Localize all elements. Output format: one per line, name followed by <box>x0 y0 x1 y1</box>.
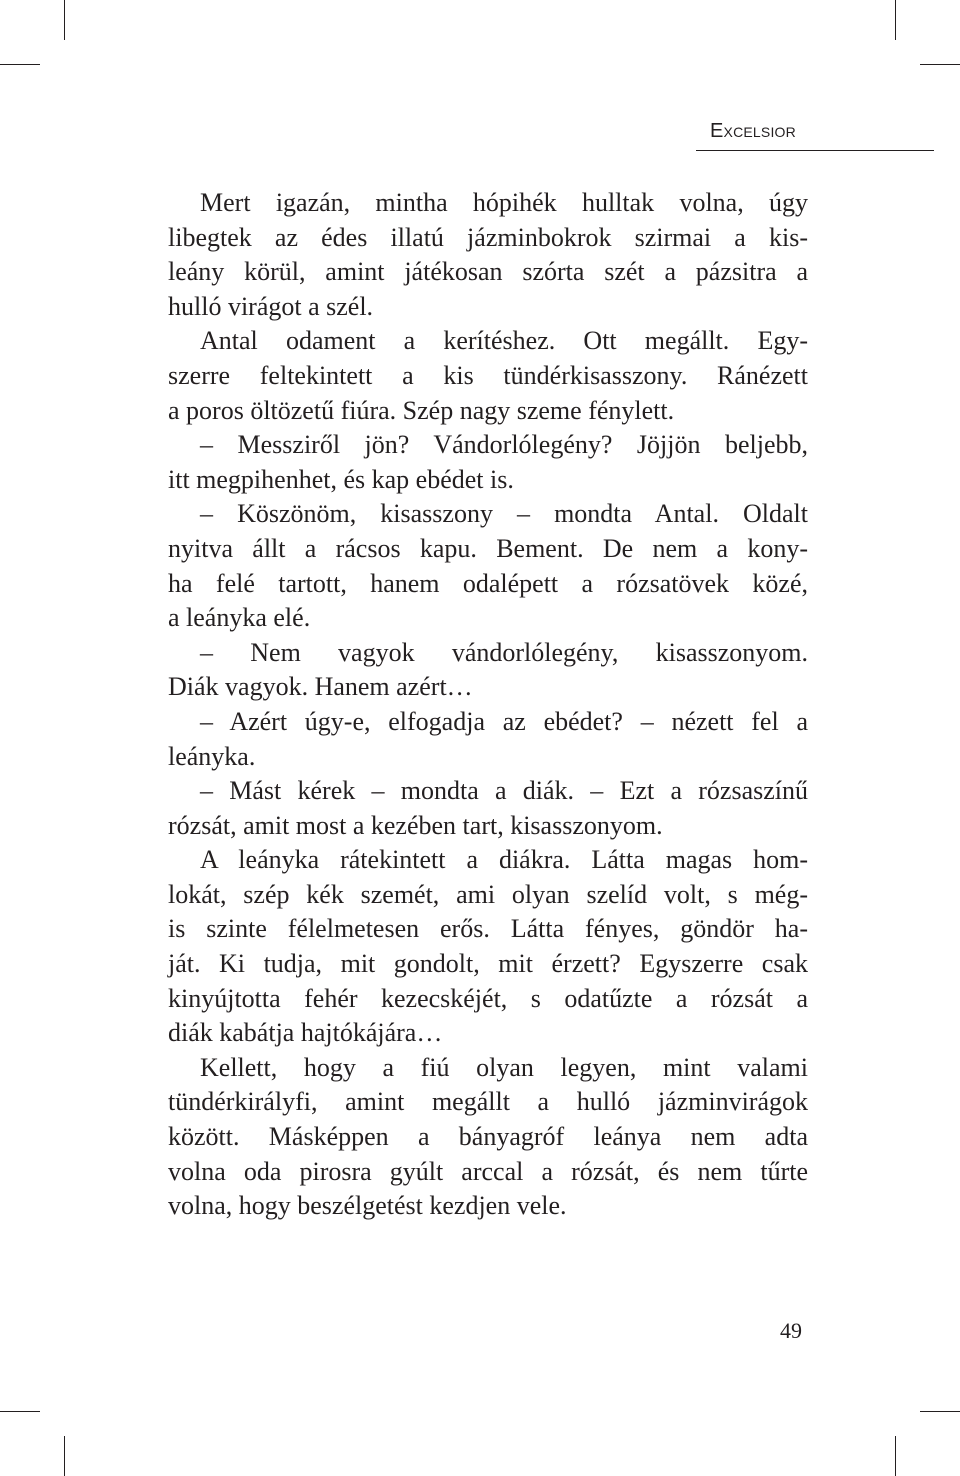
crop-mark-bottom-right <box>895 1436 896 1476</box>
text-line: A leányka rátekintett a diákra. Látta magas hom- <box>200 845 808 875</box>
text-line: Diák vagyok. Hanem azért… <box>168 672 473 702</box>
text-line: tündérkirályfi, amint megállt a hulló jázminvirágok <box>168 1087 808 1117</box>
crop-mark-top-left <box>64 0 65 40</box>
text-line: is szinte félelmetesen erős. Látta fényes, göndör ha- <box>168 914 808 944</box>
text-line: volna oda pirosra gyúlt arccal a rózsát, és nem tűrte <box>168 1156 808 1186</box>
text-line: hulló virágot a szél. <box>168 291 374 321</box>
text-line: volna, hogy beszélgetést kezdjen vele. <box>168 1191 567 1221</box>
running-head <box>696 120 934 151</box>
text-line: ját. Ki tudja, mit gondolt, mit érzett? Egyszerre csak <box>168 949 808 979</box>
text-line: rózsát, amit most a kezében tart, kisasszonyom. <box>168 810 663 840</box>
crop-mark-top-left <box>0 64 40 65</box>
text-line: között. Másképpen a bányagróf leánya nem adta <box>168 1122 808 1152</box>
text-line: Mert igazán, mintha hópihék hulltak volna, úgy <box>200 188 808 217</box>
crop-mark-top-right <box>920 64 960 65</box>
text-line: szerre feltekintett a kis tündérkisasszony. Ránézett <box>168 360 808 390</box>
text-line: leányka. <box>168 741 256 771</box>
text-line: nyitva állt a rácsos kapu. Bement. De nem a kony- <box>168 533 808 563</box>
page-number: 49 <box>780 1318 802 1343</box>
text-line: Kellett, hogy a fiú olyan legyen, mint valami <box>200 1052 808 1082</box>
text-line: libegtek az édes illatú jázminbokrok szirmai a kis- <box>168 222 808 252</box>
text-line: – Mást kérek – mondta a diák. – Ezt a rózsaszínű <box>200 776 808 806</box>
body-text <box>168 186 808 1224</box>
text-line: Antal odament a kerítéshez. Ott megállt. Egy- <box>200 326 808 356</box>
crop-mark-bottom-right <box>920 1411 960 1412</box>
text-line: lokát, szép kék szemét, ami olyan szelíd volt, s még- <box>168 879 808 909</box>
text-line: – Azért úgy-e, elfogadja az ebédet? – nézett fel a <box>200 706 808 736</box>
text-line: a leányka elé. <box>168 603 311 633</box>
text-line: ha felé tartott, hanem odalépett a rózsatövek közé, <box>168 568 808 598</box>
text-line: – Messziről jön? Vándorlólegény? Jöjjön beljebb, <box>200 430 808 460</box>
text-line: leány körül, amint játékosan szórta szét a pázsitra a <box>168 257 808 287</box>
text-line: diák kabátja hajtókájára… <box>168 1018 443 1048</box>
text-line: – Köszönöm, kisasszony – mondta Antal. Oldalt <box>200 499 808 529</box>
crop-mark-top-right <box>895 0 896 40</box>
crop-mark-bottom-left <box>64 1436 65 1476</box>
running-head-title: Excelsior <box>710 120 796 142</box>
crop-mark-bottom-left <box>0 1411 40 1412</box>
text-line: – Nem vagyok vándorlólegény, kisasszonyom. <box>200 637 808 667</box>
text-line: itt megpihenhet, és kap ebédet is. <box>168 464 514 494</box>
text-line: kinyújtotta fehér kezecskéjét, s odatűzte a rózsát a <box>168 983 808 1013</box>
text-line: a poros öltözetű fiúra. Szép nagy szeme fénylett. <box>168 395 675 425</box>
